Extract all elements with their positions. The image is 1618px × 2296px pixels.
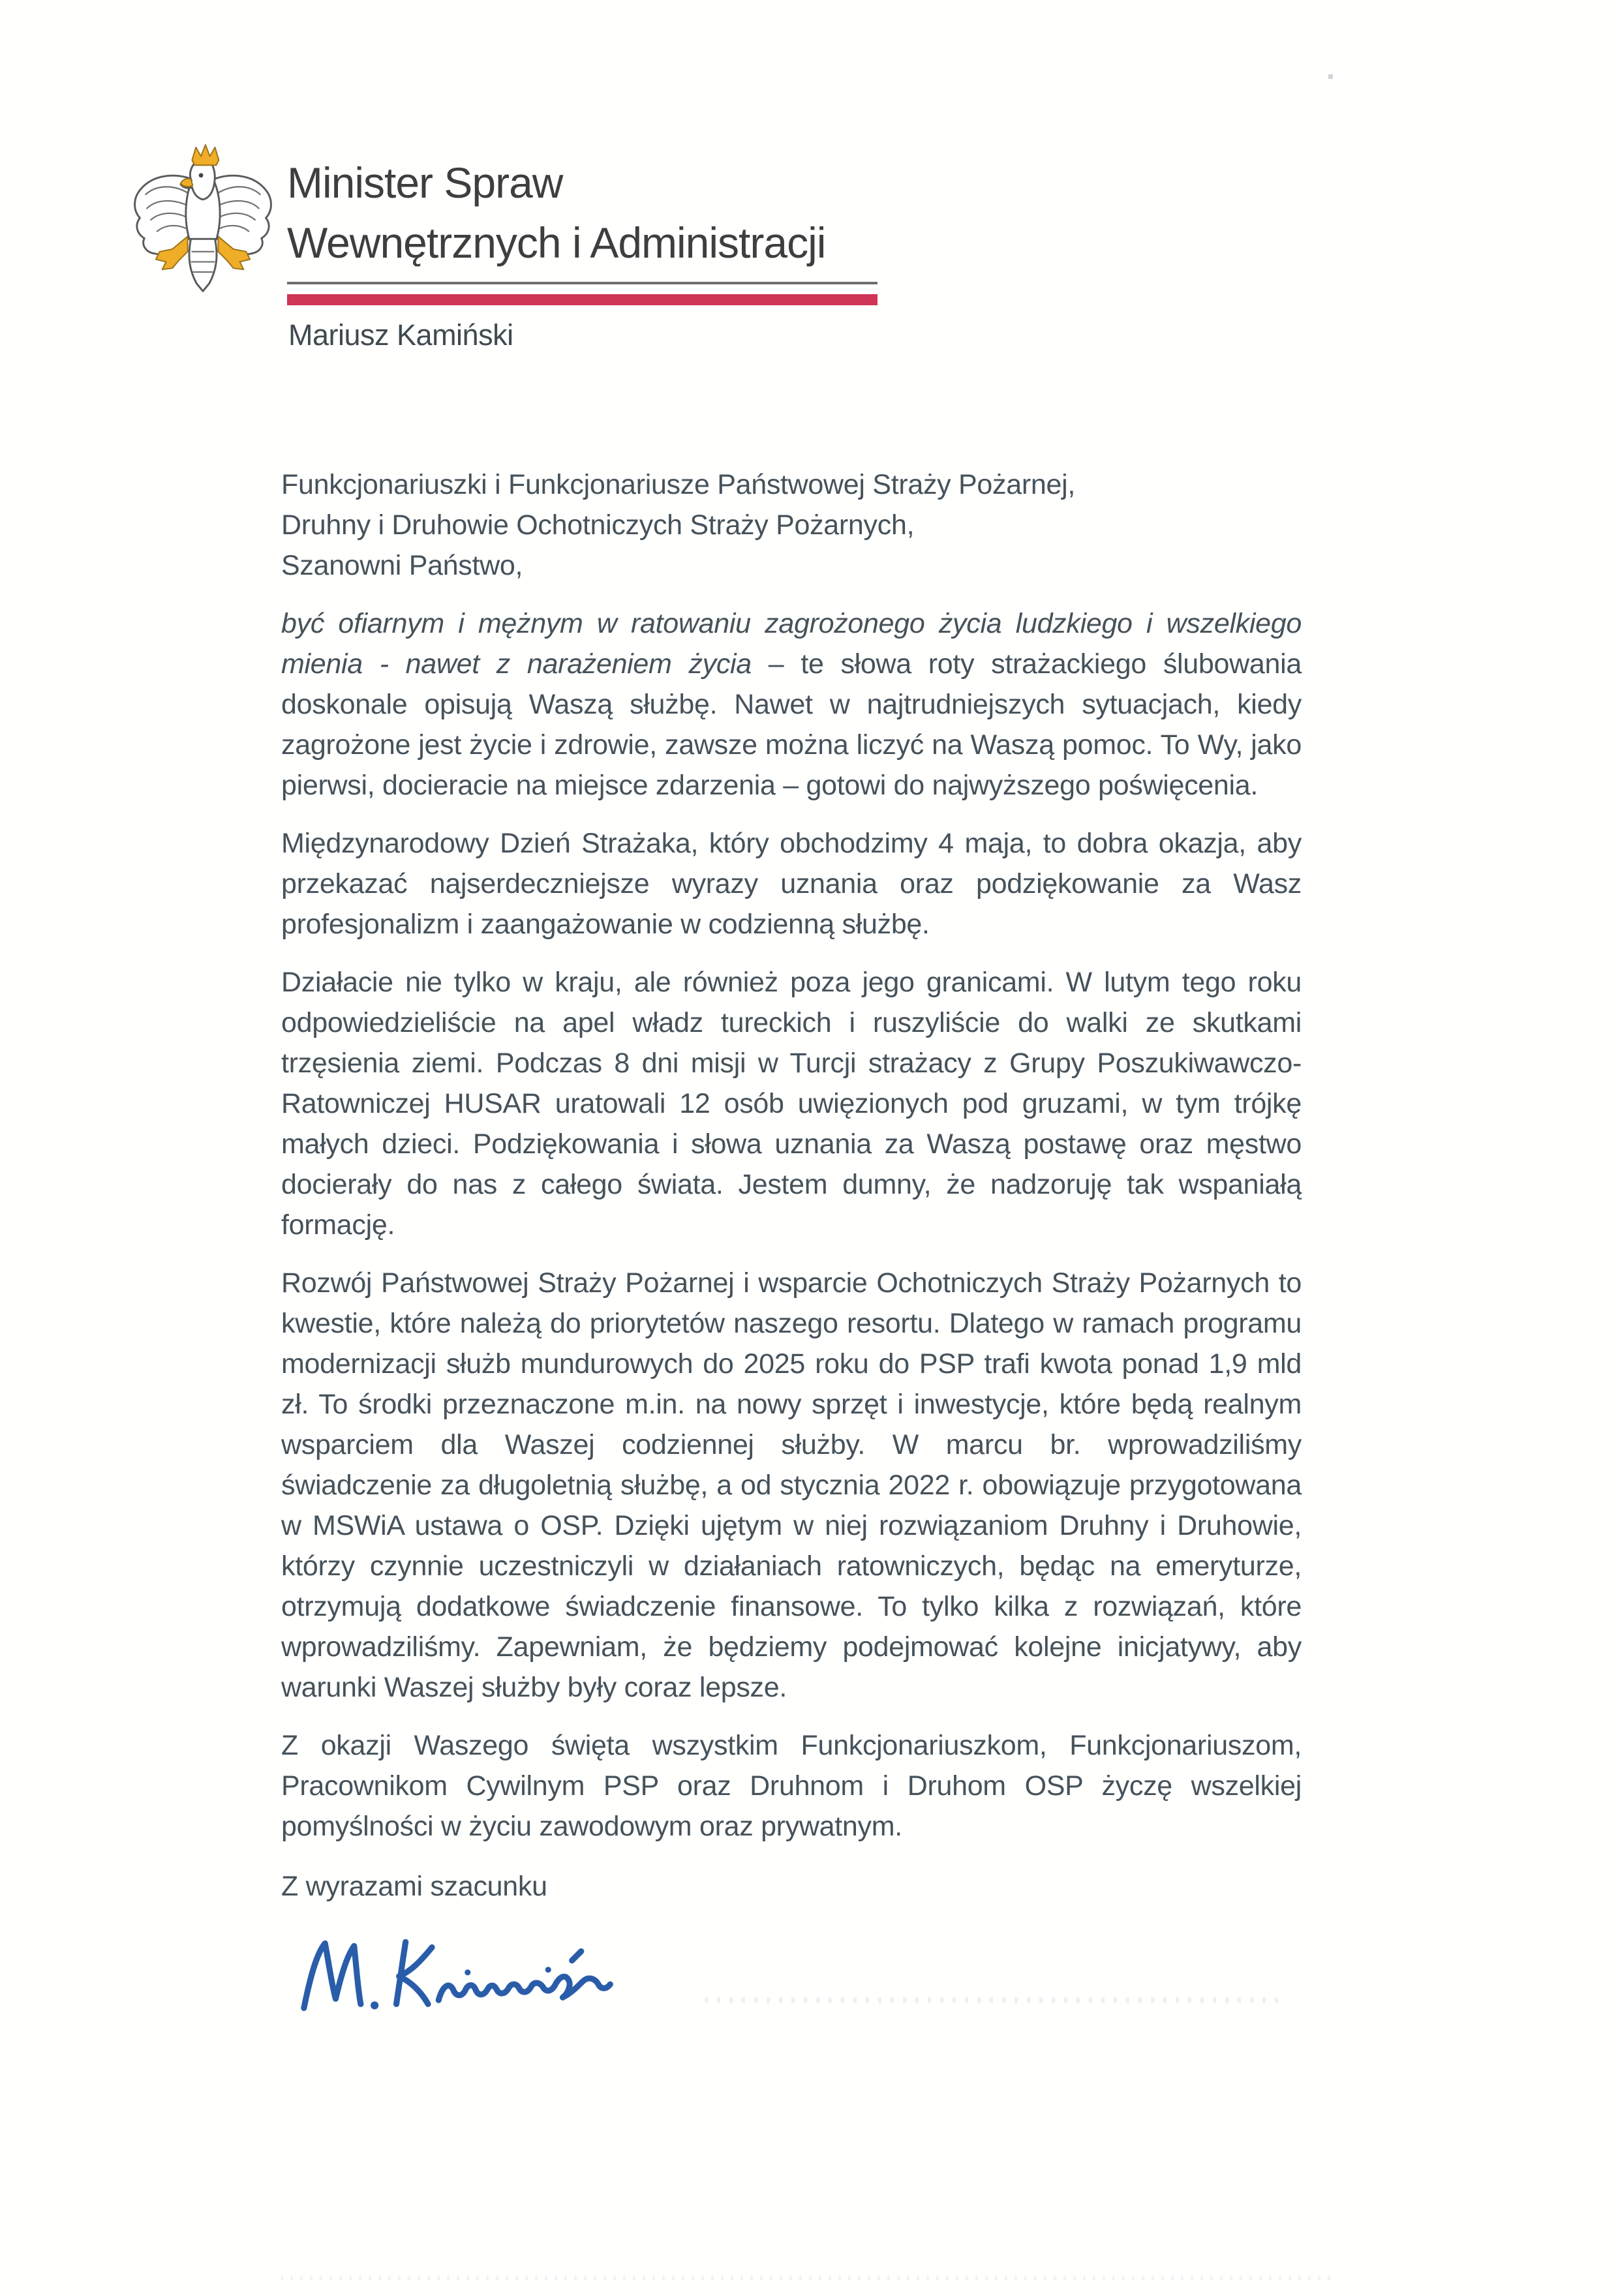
closing-salutation: Z wyrazami szacunku <box>281 1871 547 1902</box>
polish-eagle-emblem-icon <box>127 141 279 303</box>
paragraph-text: – te słowa roty strażackiego ślubowania doskonale opisują Waszą służbę. Nawet w najtrudniejszych sytuacjach, kiedy zagrożone jest życie i zdrowie, zawsze można liczyć na Waszą pomoc. To Wy, jako pierwsi, docieracie na miejsce zdarzenia – gotowi do najwyższego poświęcenia. <box>281 648 1302 801</box>
scan-noise-artifact <box>281 2276 1337 2280</box>
scan-speck-artifact <box>1328 74 1333 79</box>
letter-paragraph: Z okazji Waszego święta wszystkim Funkcjonariuszkom, Funkcjonariuszom, Pracownikom Cywilnym PSP oraz Druhnom i Druhom OSP życzę wszelkiej pomyślności w życiu zawodowym oraz prywatnym. <box>281 1730 1302 1842</box>
ministry-title <box>287 153 825 273</box>
letter-body <box>281 464 1302 2036</box>
ministry-title-line1: Minister Spraw <box>287 159 563 207</box>
flag-divider-gray-line <box>287 282 878 284</box>
salutation-line: Funkcjonariuszki i Funkcjonariusze Państwowej Straży Pożarnej, <box>281 469 1075 500</box>
letter-paragraph <box>281 603 1302 806</box>
scan-noise-artifact <box>705 1997 1279 2003</box>
minister-name: Mariusz Kamiński <box>288 318 513 352</box>
letter-paragraph: Międzynarodowy Dzień Strażaka, który obchodzimy 4 maja, to dobra okazja, aby przekazać najserdeczniejsze wyrazy uznania oraz podziękowanie za Wasz profesjonalizm i zaangażowanie w codzienną służbę. <box>281 828 1302 940</box>
salutation-line: Druhny i Druhowie Ochotniczych Straży Pożarnych, <box>281 509 915 541</box>
letter-paragraph: Działacie nie tylko w kraju, ale również poza jego granicami. W lutym tego roku odpowiedzieliście na apel władz tureckich i ruszyliście do walki ze skutkami trzęsienia ziemi. Podczas 8 dni misji w Turcji strażacy z Grupy Poszukiwawczo-Ratowniczej HUSAR uratowali 12 osób uwięzionych pod gruzami, w tym trójkę małych dzieci. Podziękowania i słowa uznania za Waszą postawę oraz męstwo docierały do nas z całego świata. Jestem dumny, że nadzoruję tak wspaniałą formację. <box>281 967 1302 1241</box>
salutation-block <box>281 464 1302 586</box>
oath-quote-italic: być ofiarnym i mężnym w ratowaniu zagrożonego życia ludzkiego i wszelkiego mienia - nawet z narażeniem życia <box>281 608 1302 680</box>
salutation-line: Szanowni Państwo, <box>281 550 523 581</box>
flag-divider-red-bar <box>287 294 878 305</box>
minister-signature-handwriting <box>284 1924 675 2036</box>
ministry-title-line2: Wewnętrznych i Administracji <box>287 219 826 267</box>
letter-paragraph: Rozwój Państwowej Straży Pożarnej i wsparcie Ochotniczych Straży Pożarnych to kwestie, które należą do priorytetów naszego resortu. Dlatego w ramach programu modernizacji służb mundurowych do 2025 roku do PSP trafi kwota ponad 1,9 mld zł. To środki przeznaczone m.in. na nowy sprzęt i inwestycje, które będą realnym wsparciem dla Waszej codziennej służby. W marcu br. wprowadziliśmy świadczenie za długoletnią służbę, a od stycznia 2022 r. obowiązuje przygotowana w MSWiA ustawa o OSP. Dzięki ujętym w niej rozwiązaniom Druhny i Druhowie, którzy czynnie uczestniczyli w działaniach ratowniczych, będąc na emeryturze, otrzymują dodatkowe świadczenie finansowe. To tylko kilka z rozwiązań, które wprowadziliśmy. Zapewniam, że będziemy podejmować kolejne inicjatywy, aby warunki Waszej służby były coraz lepsze. <box>281 1267 1302 1703</box>
